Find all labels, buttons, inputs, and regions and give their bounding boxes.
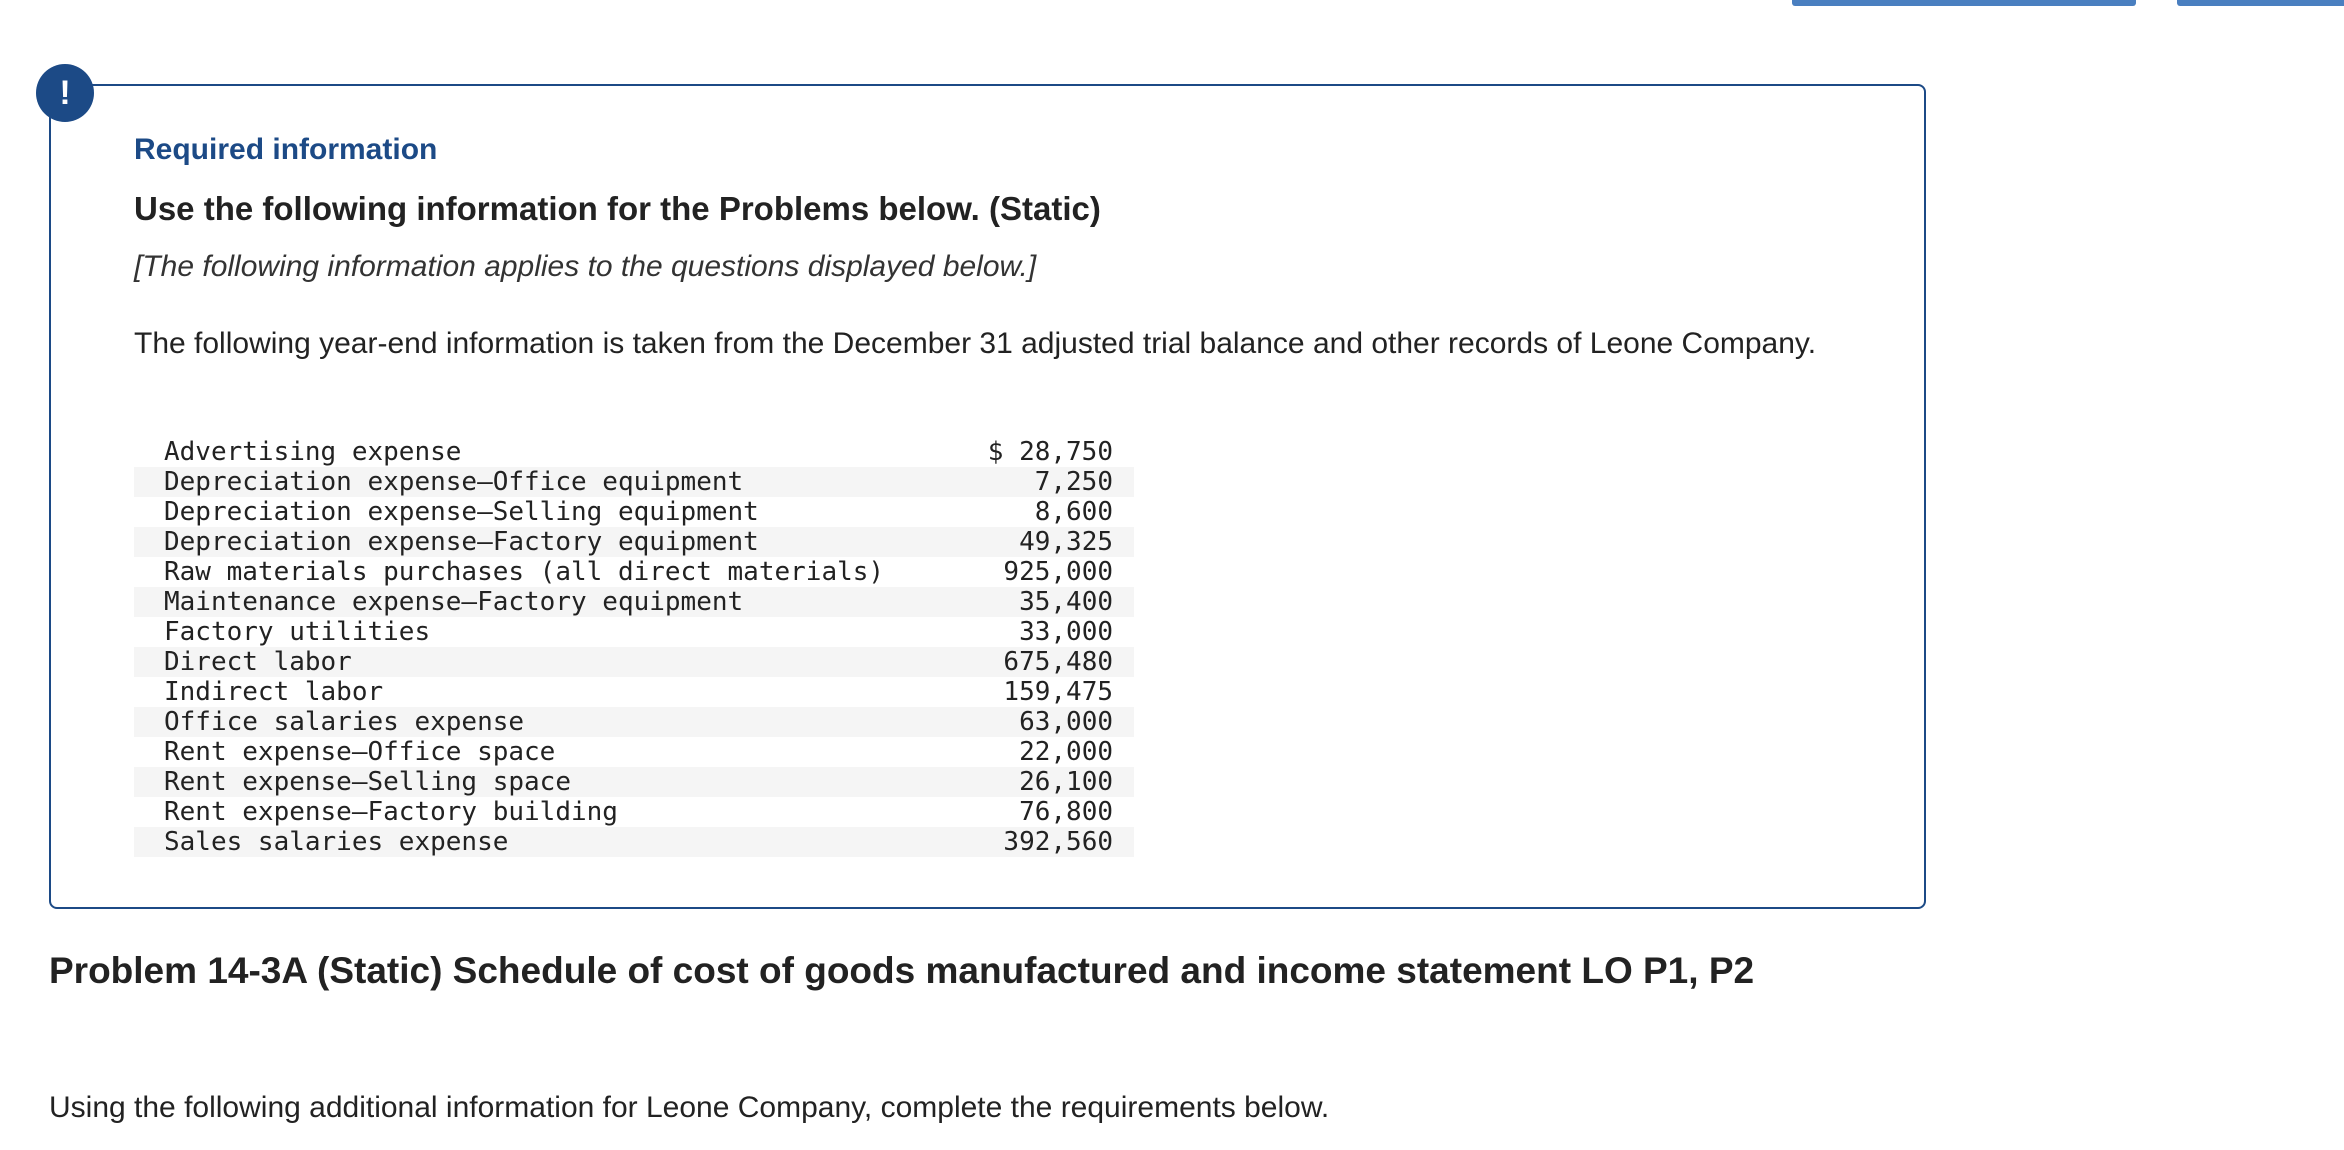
row-label: Maintenance expense—Factory equipment — [164, 587, 744, 617]
table-row — [134, 827, 1134, 857]
applies-note: [The following information applies to the questions displayed below.] — [134, 250, 1037, 283]
trial-balance-table — [134, 437, 1134, 857]
row-label: Sales salaries expense — [164, 827, 509, 857]
table-row — [134, 677, 1134, 707]
row-label: Direct labor — [164, 647, 352, 677]
row-label: Office salaries expense — [164, 707, 525, 737]
problem-title: Problem 14-3A (Static) Schedule of cost of goods manufactured and income statement LO P1, P2 — [49, 950, 1755, 991]
table-row — [134, 737, 1134, 767]
table-row — [134, 587, 1134, 617]
row-amount: 49,325 — [1019, 527, 1113, 557]
table-row — [134, 647, 1134, 677]
table-row — [134, 527, 1134, 557]
table-row — [134, 437, 1134, 467]
row-amount: 33,000 — [1019, 617, 1113, 647]
table-row — [134, 797, 1134, 827]
top-nav-button-2[interactable] — [2177, 0, 2344, 6]
row-label: Rent expense—Office space — [164, 737, 556, 767]
alert-icon: ! — [36, 64, 94, 122]
required-information-heading: Required information — [134, 133, 438, 166]
row-label: Factory utilities — [164, 617, 431, 647]
row-amount: 925,000 — [1003, 557, 1113, 587]
row-amount: 392,560 — [1003, 827, 1113, 857]
row-label: Advertising expense — [164, 437, 462, 467]
problem-instructions: Using the following additional information for Leone Company, complete the requirements below. — [49, 1091, 1330, 1124]
instructions-heading: Use the following information for the Problems below. (Static) — [134, 190, 1101, 227]
row-label: Rent expense—Factory building — [164, 797, 618, 827]
table-row — [134, 557, 1134, 587]
row-amount: 159,475 — [1003, 677, 1113, 707]
row-label: Depreciation expense—Office equipment — [164, 467, 744, 497]
row-amount: 675,480 — [1003, 647, 1113, 677]
row-amount: 63,000 — [1019, 707, 1113, 737]
row-amount: 22,000 — [1019, 737, 1113, 767]
row-label: Depreciation expense—Factory equipment — [164, 527, 759, 557]
intro-paragraph: The following year-end information is taken from the December 31 adjusted trial balance and other records of Leone Company. — [134, 327, 1817, 360]
table-row — [134, 497, 1134, 527]
table-row — [134, 767, 1134, 797]
row-amount: 26,100 — [1019, 767, 1113, 797]
row-label: Rent expense—Selling space — [164, 767, 571, 797]
row-amount: 8,600 — [1034, 497, 1113, 527]
row-label: Indirect labor — [164, 677, 384, 707]
row-label: Raw materials purchases (all direct materials) — [164, 557, 885, 587]
table-row — [134, 467, 1134, 497]
table-row — [134, 707, 1134, 737]
row-amount: $ 28,750 — [987, 437, 1113, 467]
table-row — [134, 617, 1134, 647]
row-amount: 76,800 — [1019, 797, 1113, 827]
top-nav-button-1[interactable] — [1792, 0, 2136, 6]
row-label: Depreciation expense—Selling equipment — [164, 497, 759, 527]
row-amount: 35,400 — [1019, 587, 1113, 617]
row-amount: 7,250 — [1034, 467, 1113, 497]
